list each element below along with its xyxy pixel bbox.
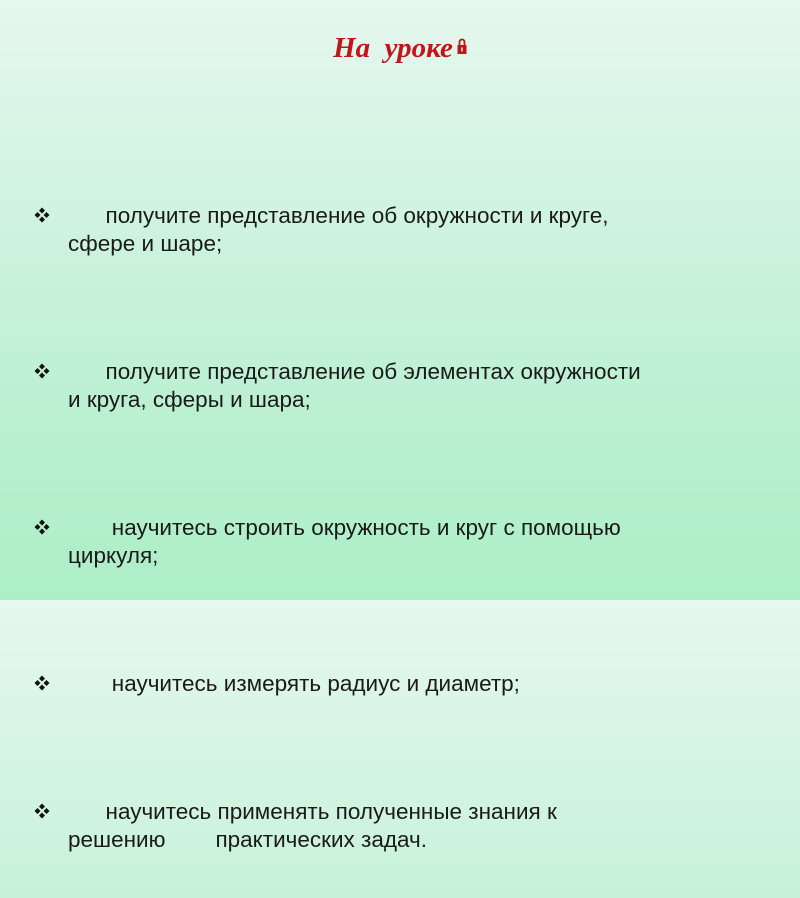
four-diamond-bullet-icon [34,747,50,763]
list-item [34,146,774,286]
list-item [34,614,774,726]
list-item-text: научитесь строить окружность и круг с помощью циркуля; [68,515,621,568]
list-item [34,302,774,442]
list-item-text: получите представление об окружности и круге, сфере и шаре; [68,203,609,256]
four-diamond-bullet-icon [34,151,50,167]
lock-icon [457,38,467,58]
four-diamond-bullet-icon [34,307,50,323]
list-item [34,742,774,882]
list-item-text: научитесь применять полученные знания к решению практических задач. [68,799,557,852]
slide-title [0,32,800,65]
objectives-list [34,146,774,898]
four-diamond-bullet-icon [34,463,50,479]
four-diamond-bullet-icon [34,619,50,635]
list-item [34,458,774,598]
slide-title-text: На уроке [333,32,453,64]
list-item-text: научитесь измерять радиус и диаметр; [105,671,520,696]
list-item-text: получите представление об элементах окружности и круга, сферы и шара; [68,359,641,412]
